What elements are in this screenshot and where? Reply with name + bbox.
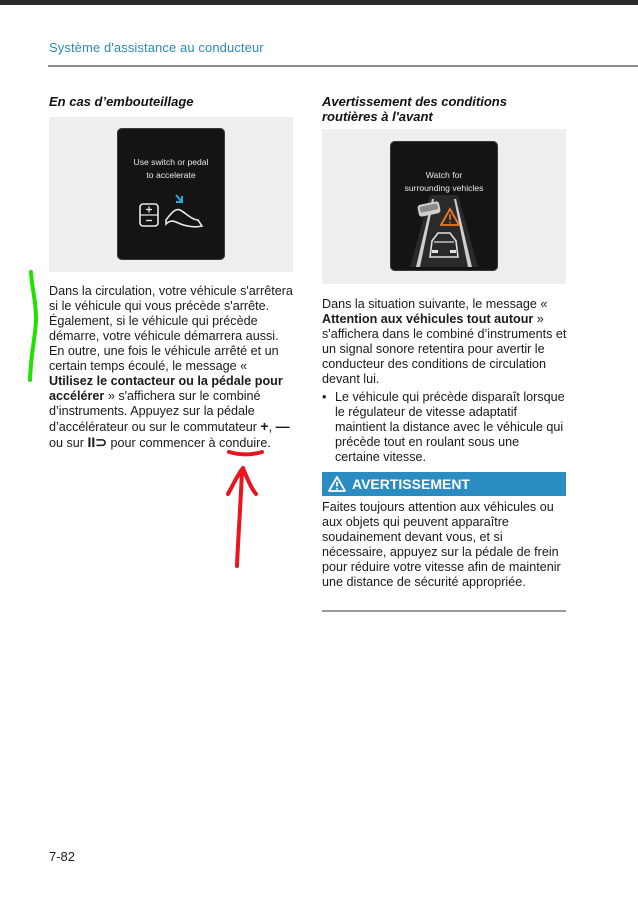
warning-icon <box>328 476 346 492</box>
section-header: Système d'assistance au conducteur <box>49 40 264 55</box>
cluster-message <box>117 156 225 182</box>
comma-text: , <box>268 420 276 434</box>
page-number: 7-82 <box>49 849 76 864</box>
condition-list <box>322 390 566 465</box>
surrounding-vehicles-icon <box>404 195 484 267</box>
cluster-display-right <box>390 141 498 271</box>
right-body-p1: Dans la situation suivante, le message « <box>322 297 548 311</box>
minus-symbol: — <box>275 418 290 434</box>
left-body-p1: Dans la circulation, votre véhicule s'arrêtera si le véhicule qui vous précède s'arrête. Également, si le véhicule qui précède démarre, votre véhicule démarrera aussi. En outre, une fois le véhicule arrêté et un certain temps écoulé, le message « <box>49 284 293 373</box>
cluster-message-right-line2: surrounding vehicles <box>404 183 484 193</box>
cluster-display <box>117 128 225 260</box>
resume-symbol: II⊃ <box>87 434 108 450</box>
switch-pedal-icon <box>136 190 208 234</box>
cluster-message-right <box>390 169 498 195</box>
plus-symbol: + <box>260 418 269 434</box>
cluster-message-line1: Use switch or pedal <box>133 157 209 167</box>
or-on-text: ou sur <box>49 436 88 450</box>
left-body-text <box>49 284 294 451</box>
cluster-message-line2: to accelerate <box>146 170 196 180</box>
green-highlight-mark <box>30 272 36 380</box>
warning-text: Faites toujours attention aux véhicules ou aux objets qui peuvent apparaître soudainement devant vous, et si nécessaire, appuyez sur la pédale de frein pour réduire votre vitesse afin de maintenir une distance de sécurité appropriée. <box>322 500 561 589</box>
top-bar <box>0 0 638 5</box>
left-section-title: En cas d’embouteillage <box>49 94 194 109</box>
right-body-p2: » s'affichera dans le combiné d’instruments et un signal sonore retentira pour avertir le conducteur des conditions de circulation devant lui. <box>322 312 567 386</box>
cluster-message-right-line1: Watch for <box>425 170 463 180</box>
warning-label: AVERTISSEMENT <box>352 476 470 492</box>
right-body-text <box>322 297 567 387</box>
right-body-bold-message: Attention aux véhicules tout autour <box>322 312 534 326</box>
right-figure <box>322 129 566 284</box>
red-arrow-icon <box>228 468 256 566</box>
left-body-p3: pour commencer à conduire. <box>107 436 271 450</box>
warning-divider <box>322 610 566 612</box>
left-body-p2: » s'affichera sur le combiné d’instruments. Appuyez sur la pédale d’accélérateur ou sur le commutateur <box>49 389 261 434</box>
header-divider <box>48 65 638 67</box>
left-body-bold-message: Utilisez le contacteur ou la pédale pour accélérer <box>49 374 283 403</box>
red-underline-mark <box>229 452 262 454</box>
right-section-title: Avertissement des conditions routières à l'avant <box>322 94 507 124</box>
list-item: • Le véhicule qui précède disparaît lorsque le régulateur de vitesse adaptatif maintient la distance avec le véhicule qui précède tout en roulant sous une certaine vitesse. <box>322 390 566 465</box>
warning-banner <box>322 472 566 496</box>
left-figure <box>49 117 293 272</box>
